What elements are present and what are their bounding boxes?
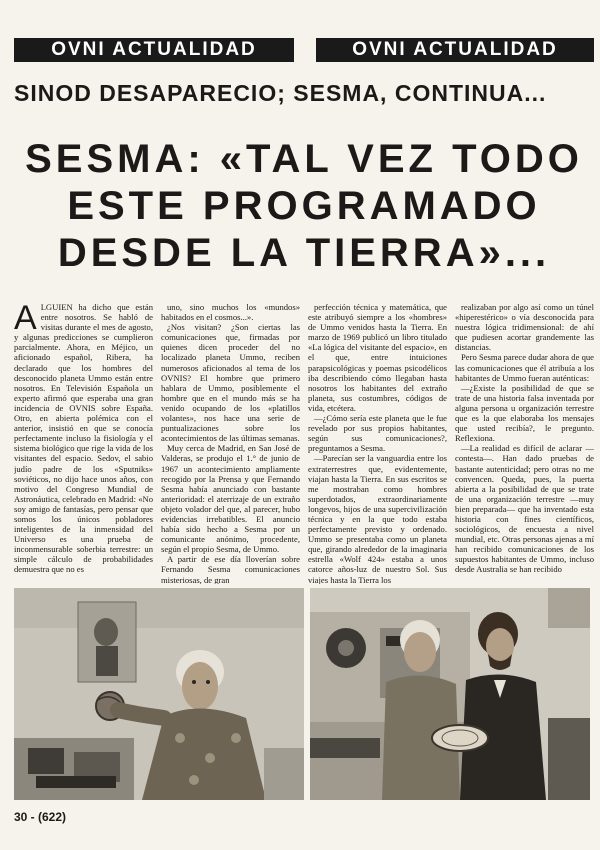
subheadline: SINOD DESAPARECIO; SESMA, CONTINUA...	[14, 80, 547, 106]
column-1-text: LGUIEN ha dicho que están entre nosotros. Se habló de visitas durante el mes de agosto, y algunas predicciones se cumplieron parcialmente. Ahora, en Méjico, un aficionado español, Ribera, ha declarado que los hombres del desconocido planeta Ummo están entre nosotros. En Televisión Española un experto afirmó que esperaba una gran incidencia de OVNIS sobre España. Otro, en abierta polémica con el anterior, insistió en que se conocía perfectamente incluso la fisiología y el sistema biológico que rige la vida de los visitantes del espacio. Sedov, el sabio judío padre de los «Sputniks» soviéticos, no dijo hace unos años, con motivo del Congreso Mundial de Astronáutica, celebrado en Madrid: «No soy amigo de fantasías, pero pensar que somos los únicos pobladores inteligentes de la inmensidad del Universo es una prueba de inconmensurable soberbia terrestre: un simple cálculo de probabilidades demuestra que no es	[14, 302, 153, 575]
paragraph: —Parecían ser la vanguardia entre los extraterrestres que, evidentemente, viajan hasta la Tierra. En sus escritos se me mostraban como hombres superdotados, extraordinariamente longevos, hijos de una supercivilización técnica y en la que todo estaba perfectamente previsto y ordenado. Ummo se presentaba como un planeta que, girando alrededor de la imaginaria estrella «Wolf 424» estaba a unos catorce años-luz de nuestro Sol. Sus viajes hasta la Tierra los	[308, 453, 447, 584]
paragraph: realizaban por algo así como un túnel «hiperestérico» o vía desconocida para nuestra lógica tridimensional: de ahí que pudiesen acortar grandemente las distancias.	[455, 302, 594, 353]
paragraph: perfección técnica y matemática, que este atribuyó siempre a los «hombres» de Ummo venidos hasta la Tierra. En marzo de 1969 publicó un libro titulado «La lógica del visitante del espacio», en el que, entre intuiciones parapsicológicas y poemas psicodélicos iba describiendo cómo llegaban hasta nosotros los habitantes del extraño planeta, sus costumbres, códigos de vida, etcétera.	[308, 302, 447, 413]
paragraph: uno, sino muchos los «mundos» habitados en el cosmos...».	[161, 302, 300, 323]
headline-line-2: ESTE PROGRAMADO	[67, 184, 541, 228]
headline	[14, 136, 594, 277]
photo-illustration	[310, 588, 590, 800]
headline-line-3: DESDE LA TIERRA»...	[57, 231, 551, 275]
paragraph: Pero Sesma parece dudar ahora de que las comunicaciones que él atribuía a los habitantes de Ummo fueran auténticas:	[455, 352, 594, 383]
photo-man-with-sphere	[14, 588, 304, 800]
photo-illustration	[14, 588, 304, 800]
section-banner-left: OVNI ACTUALIDAD	[14, 38, 294, 62]
photo-two-men-with-disk	[310, 588, 590, 800]
paragraph: —¿Cómo sería este planeta que le fue revelado por sus propios habitantes, según sus comunicaciones?, preguntamos a Sesma.	[308, 413, 447, 454]
article-column-4	[455, 302, 594, 584]
paragraph: —La realidad es difícil de aclarar —contesta—. Han dado pruebas de bastante autenticidad; pero otras no me convencen. Queda, pues, la puerta abierta a la posibilidad de que se trate de una organización terrestre —muy bien preparada— que ha inventado esta historia con fines científicos, sociológicos, de encuesta a nivel mundial, etc. Otras personas ajenas a mí han recibido comunicaciones de los supuestos habitantes de Ummo, incluso desde Australia se han recibido	[455, 443, 594, 575]
section-banner-right: OVNI ACTUALIDAD	[316, 38, 594, 62]
paragraph: ¿Nos visitan? ¿Son ciertas las comunicaciones que, firmadas por quienes dicen proceder del no localizado planeta Ummo, reciben numerosos aficionados al tema de los OVNIS? El hombre que primero hablara de Ummo, posiblemente el hombre que en el mundo más se ha venido ocupando de los «platillos volantes», nos hace una serie de puntualizaciones sobre los acontecimientos de las últimas semanas.	[161, 322, 300, 444]
article-column-3	[308, 302, 447, 584]
paragraph: —¿Existe la posibilidad de que se trate de una historia falsa inventada por alguna persona u organización terrestre que es la que elaboraba los mensajes que usted recibía?, le pregunto. Reflexiona.	[455, 382, 594, 444]
drop-cap: A	[14, 302, 37, 337]
headline-line-1: SESMA: «TAL VEZ TODO	[25, 137, 583, 181]
paragraph: Muy cerca de Madrid, en San José de Valderas, se produjo el 1.° de junio de 1967 un acontecimiento ampliamente recogido por la Prensa y que Fernando Sesma había anunciado con bastante anterioridad: el aterrizaje de un extraño objeto volador del que, al parecer, hubo evidencias irrebatibles. El anuncio había sido hecho a Sesma por un comunicante anónimo, procedente, según el propio Sesma, de Ummo.	[161, 443, 300, 555]
article-column-1	[14, 302, 153, 584]
page-number: 30 - (622)	[14, 810, 67, 824]
paragraph: A partir de ese día lloverían sobre Fernando Sesma comunicaciones misteriosas, de gran	[161, 554, 300, 584]
article-column-2	[161, 302, 300, 584]
article-body	[14, 302, 594, 584]
